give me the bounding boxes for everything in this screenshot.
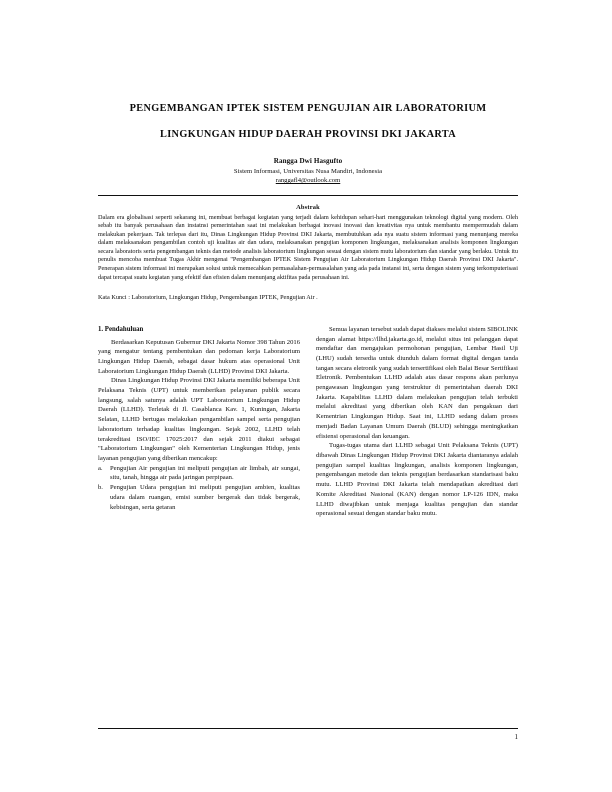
footer-divider xyxy=(98,728,518,729)
list-item xyxy=(98,464,300,483)
list-item-text: Pengujian Air pengujian ini meliputi pengujian air limbah, air sungai, situ, tanah, hingga air pada jaringan perpipaan. xyxy=(110,464,300,482)
abstract-keywords: Kata Kunci : Laboratorium, Lingkungan Hidup, Pengembangan IPTEK, Pengujian Air . xyxy=(98,294,318,302)
page-number: 1 xyxy=(514,733,518,741)
section-heading-pendahuluan: 1. Pendahuluan xyxy=(98,325,144,333)
title-line-1: PENGEMBANGAN IPTEK SISTEM PENGUJIAN AIR LABORATORIUM xyxy=(129,103,487,114)
list-item xyxy=(98,483,300,512)
paragraph: Dinas Lingkungan Hidup Provinsi DKI Jakarta memiliki beberapa Unit Pelaksana Teknis (UPT) untuk memberikan pelayanan publik secara langsung, salah satunya adalah UPT Laboratorium Lingkungan Hidup Daerah (LLHD). Terletak di Jl. Casablanca Kav. 1, Kuningan, Jakarta Selatan, LLHD bertugas melakukan pengambilan sampel serta pengujian laboratorium terhadap kualitas lingkungan. Sejak 2002, LLHD telah terakreditasi ISO/IEC 17025:2017 dan sejak 2011 diakui sebagai "Laboratorium Lingkungan" oleh Kementerian Lingkungan Hidup, jenis layanan pengujian yang diberikan mencakup: xyxy=(98,377,300,462)
paragraph: Semua layanan tersebut sudah dapat diakses melalui sistem SIBOLINK dengan alamat https://llhd.jakarta.go.id, melalui situs ini pelanggan dapat mendaftar dan mengajukan permohonan pengujian, Lembar Hasil Uji (LHU) sudah tersedia untuk diunduh dalam format digital dengan tanda tangan secara eletronik yang sudah tersertifikasi oleh Balai Besar Sertifikasi Eletronik. Pembentukan LLHD adalah atas dasar respons akan perlunya pengawasan lingkungan yang terstruktur di pemerintahan daerah DKI Jakarta. Kapabilitas LLHD dalam melakukan pengujian telah terbukti melalui akreditasi yang diberikan oleh KAN dan pengakuan dari Kementrian Lingkungan Hidup. Saat ini, LLHD sedang dalam proses menjadi Badan Layanan Umum Daerah (BLUD) sehingga meningkatkan efisiensi operasional dan keuangan. xyxy=(316,325,518,440)
abstract-text: Dalam era globalisasi seperti sekarang ini, membuat berbagai kegiatan yang terjadi dalam kehidupan sehari-hari menggunakan teknologi digital yang modern. Oleh sebab itu banyak perusahaan dan instatnsi pemerintahan saat ini melakukan berbagai inovasi inovasi dan kreativitas nya untuk membantu mempermudah dalam melakukan pekerjaan. Tak terlepas dari itu, Dinas Lingkungan Hidup Provinsi DKI Jakarta, membutuhkan ada nya suatu sistem informasi yang menunjang mereka dalam melaksanakan pengambilan contoh uji kualitas air dan udara, melaksanakan pengujian komponen lingkungan, melaksanakan analisis komponen lingkungan secara laboratoris serta pengembangan teknis dan metode analisis laboratorium lingkungan sesuai dengan sistem mutu laboratorium dan standar yang berlaku. Untuk itu penulis mencoba membuat Tugas Akhir mengenai "Pengembangan IPTEK Sistem Pengujian Air Laboratorium Lingkungan Hidup Daerah Provinsi DKI Jakarta". Penerapan sistem informasi ini merupakan solusi untuk memecahkan permasalahan-permasalahan yang ada pada instansi ini, serta dengan sistem yang terkomputerisasi dapat tercapai suatu kegiatan yang efektif dan efisien dalam menunjang aktifitas pada perusahaan ini. xyxy=(98,213,518,281)
paragraph: Berdasarkan Keputusan Gubernur DKI Jakarta Nomor 398 Tahun 2016 yang mengatur tentang pembentukan dan pedoman kerja Laboratorium Lingkungan Hidup Daerah, sebagai dasar hukum atas operasional Unit Laboratorium Lingkungan Hidup Daerah (LLHD) Provinsi DKI Jakarta. xyxy=(98,338,300,375)
right-column xyxy=(316,325,518,519)
paragraph: Tugas-tugas utama dari LLHD sebagai Unit Pelaksana Teknis (UPT) dibawah Dinas Lingkungan Hidup Provinsi DKI Jakarta diantaranya adalah pengujian sampel kualitas lingkungan, analisis komponen lingkungan, pengembangan metode dan teknis pengujian berdasarkan standarisasi baku mutu. LLHD Provinsi DKI Jakarta telah mendapatkan akreditasi dari Komite Akreditasi Nasional (KAN) dengan nomor LP-126 IDN, maka LLHD diwajibkan untuk menjaga kualitas pengujian dan standar operasional sesuai dengan standar baku mutu. xyxy=(316,442,518,518)
service-list xyxy=(98,464,300,513)
body-columns xyxy=(98,325,518,519)
page-title xyxy=(98,96,518,148)
abstract-heading: Abstrak xyxy=(296,203,320,211)
title-line-2: LINGKUNGAN HIDUP DAERAH PROVINSI DKI JAKARTA xyxy=(159,129,457,140)
page-content xyxy=(98,96,518,519)
list-item-text: Pengujian Udara pengujian ini meliputi pengujian ambien, kualitas udara dalam ruangan, emisi sumber bergerak dan tidak bergerak, kebisingan, serta getaran xyxy=(110,484,300,511)
list-marker: a. xyxy=(98,464,103,472)
list-marker: b. xyxy=(98,484,103,492)
author-affiliation: Sistem Informasi, Universitas Nusa Mandiri, Indonesia xyxy=(233,167,383,175)
left-column xyxy=(98,325,300,519)
author-email[interactable]: ranggafl4@outlook.com xyxy=(275,177,341,184)
author-name: Rangga Dwi Hasgufto xyxy=(273,157,343,165)
header-divider xyxy=(98,195,518,196)
